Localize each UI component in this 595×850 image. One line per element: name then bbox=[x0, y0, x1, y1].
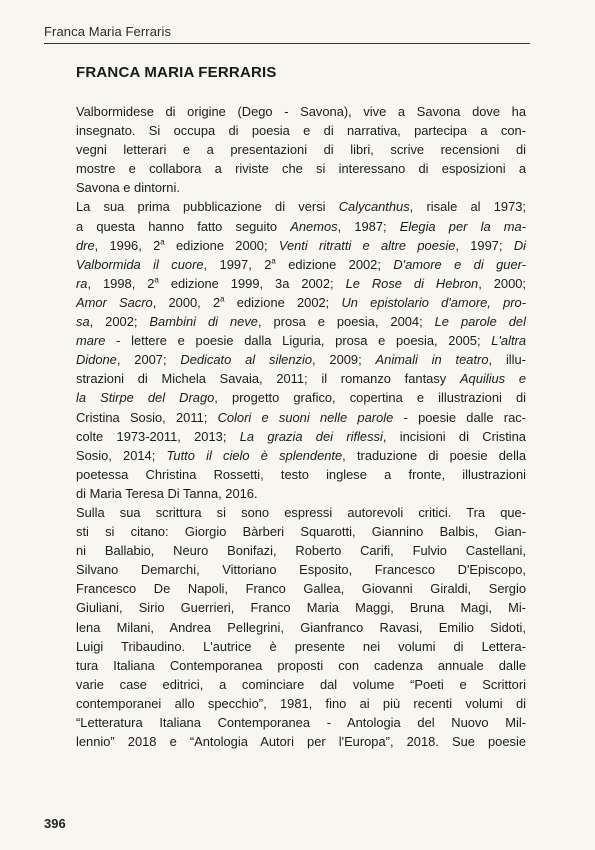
text-run: Savona e dintorni. bbox=[76, 180, 180, 196]
text-run: lennio” 2018 e “Antologia Autori per l'Europa”, 2018. Sue poesie bbox=[76, 734, 526, 750]
ordinal-superscript: a bbox=[154, 275, 159, 285]
running-head: Franca Maria Ferraris bbox=[44, 24, 172, 39]
text-run: “Letteratura Italiana Contemporanea - Antologia del Nuovo Mil- bbox=[76, 715, 526, 730]
text-line bbox=[76, 694, 526, 713]
text-line bbox=[76, 560, 526, 579]
italic-title: Elegia per la ma- bbox=[399, 218, 526, 234]
text-line bbox=[76, 446, 526, 465]
italic-title: sa bbox=[76, 314, 90, 330]
text-run: , 1997, 2 bbox=[203, 256, 272, 272]
text-line bbox=[76, 484, 526, 503]
text-run: , risale al 1973; bbox=[409, 199, 526, 215]
text-line bbox=[76, 465, 526, 484]
italic-title: Amor Sacro bbox=[76, 294, 153, 310]
text-run: varie case editrici, a cominciare dal volume “Poeti e Scrittori bbox=[76, 676, 526, 692]
text-line bbox=[76, 408, 526, 427]
text-run: sti si citano: Giorgio Bàrberi Squarotti, Giannino Balbis, Gian- bbox=[76, 524, 526, 540]
text-line bbox=[76, 236, 526, 255]
text-run: mostre e collabora a riviste che si interessano di esposizioni a bbox=[76, 161, 526, 177]
text-run: Silvano Demarchi, Vittoriano Esposito, Francesco D'Episcopo, bbox=[76, 562, 526, 578]
italic-title: Le parole del bbox=[434, 314, 526, 330]
italic-title: la Stirpe del Drago bbox=[76, 390, 215, 406]
ordinal-superscript: a bbox=[220, 294, 225, 304]
text-run: , 2007; bbox=[116, 352, 181, 368]
text-line bbox=[76, 675, 526, 694]
italic-title: Valbormida il cuore bbox=[76, 256, 204, 272]
ordinal-superscript: a bbox=[160, 237, 165, 247]
text-line bbox=[76, 121, 526, 140]
italic-title: Anemos bbox=[290, 218, 338, 234]
text-line bbox=[76, 618, 526, 637]
text-line bbox=[76, 369, 526, 388]
text-run: di Maria Teresa Di Tanna, 2016. bbox=[76, 485, 258, 501]
text-run: , incisioni di Cristina bbox=[382, 428, 526, 444]
italic-title: Colori e suoni nelle parole bbox=[217, 409, 394, 425]
italic-title: D'amore e di guer- bbox=[393, 256, 526, 272]
text-run: , progetto grafico, copertina e illustrazioni di bbox=[214, 390, 526, 406]
text-line bbox=[76, 427, 526, 446]
text-run: edizione 2002; bbox=[275, 256, 394, 272]
text-line bbox=[76, 732, 526, 751]
text-line bbox=[76, 579, 526, 598]
text-run: , prosa e poesia, 2004; bbox=[257, 314, 435, 330]
text-run: tura Italiana Contemporanea proposti con cadenza annuale dalle bbox=[76, 657, 526, 673]
text-run: insegnato. Si occupa di poesia e di narrativa, partecipa a con- bbox=[76, 123, 526, 139]
text-run: ni Ballabio, Neuro Bonifazi, Roberto Carifi, Fulvio Castellani, bbox=[76, 543, 526, 559]
italic-title: Aquilius e bbox=[459, 371, 526, 387]
text-run: , 2009; bbox=[312, 352, 376, 368]
text-line bbox=[76, 274, 526, 293]
italic-title: Le Rose di Hebron bbox=[345, 275, 479, 291]
text-run: edizione 2000; bbox=[164, 237, 279, 253]
italic-title: Un epistolario d'amore, pro- bbox=[341, 294, 526, 310]
text-run: , traduzione di poesie della bbox=[342, 447, 526, 463]
text-run: Sosio, 2014; bbox=[76, 447, 167, 463]
text-run: La sua prima pubblicazione di versi bbox=[76, 199, 339, 215]
text-line bbox=[76, 197, 526, 216]
italic-title: Tutto il cielo è splendente bbox=[166, 447, 343, 463]
text-line bbox=[76, 522, 526, 541]
italic-title: Di bbox=[513, 237, 526, 253]
ordinal-superscript: a bbox=[271, 256, 276, 266]
text-run: Luigi Tribaudino. L'autrice è presente nei volumi di Lettera- bbox=[76, 638, 526, 654]
text-line bbox=[76, 388, 526, 407]
text-run: - lettere e poesie dalla Liguria, prosa e poesia, 2005; bbox=[105, 333, 492, 349]
text-run: , 2002; bbox=[89, 314, 150, 330]
italic-title: dre bbox=[76, 237, 95, 253]
text-run: , 2000, 2 bbox=[152, 294, 221, 310]
text-line bbox=[76, 293, 526, 312]
page-number: 396 bbox=[44, 816, 66, 831]
text-run: edizione 1999, 3a 2002; bbox=[158, 275, 346, 291]
text-run: contemporanei allo specchio”, 1981, fino ai più recenti volumi di bbox=[76, 695, 526, 711]
italic-title: ra bbox=[76, 275, 88, 291]
text-line bbox=[76, 255, 526, 274]
text-run: , 1998, 2 bbox=[87, 275, 155, 291]
text-run: colte 1973-2011, 2013; bbox=[76, 428, 240, 444]
text-run: Giuliani, Sirio Guerrieri, Franco Maria Maggi, Bruna Magi, Mi- bbox=[76, 600, 526, 616]
text-run: Francesco De Napoli, Franco Gallea, Giovanni Giraldi, Sergio bbox=[76, 581, 526, 597]
italic-title: Bambini di neve bbox=[149, 314, 258, 330]
text-run: , 1987; bbox=[337, 218, 400, 234]
text-run: - poesie dalle rac- bbox=[393, 409, 526, 425]
text-run: , illu- bbox=[488, 352, 526, 368]
text-line bbox=[76, 312, 526, 331]
text-run: edizione 2002; bbox=[224, 294, 342, 310]
italic-title: Venti ritratti e altre poesie bbox=[278, 237, 456, 253]
italic-title: Dedicato al silenzio bbox=[180, 352, 312, 368]
text-line bbox=[76, 656, 526, 675]
text-run: Valbormidese di origine (Dego - Savona), vive a Savona dove ha bbox=[76, 104, 526, 119]
text-run: Cristina Sosio, 2011; bbox=[76, 409, 218, 425]
text-line bbox=[76, 598, 526, 617]
header-rule bbox=[44, 43, 530, 44]
body-text bbox=[76, 102, 526, 751]
text-run: vegni letterari e a presentazioni di libri, scrive recensioni di bbox=[76, 142, 526, 158]
text-line bbox=[76, 713, 526, 732]
text-run: a questa hanno fatto seguito bbox=[76, 218, 291, 234]
text-run: lena Milani, Andrea Pellegrini, Gianfranco Ravasi, Emilio Sidoti, bbox=[76, 619, 526, 635]
text-line bbox=[76, 178, 526, 197]
text-run: , 2000; bbox=[478, 275, 527, 291]
text-line bbox=[76, 541, 526, 560]
text-line bbox=[76, 102, 526, 121]
text-line bbox=[76, 350, 526, 369]
italic-title: mare bbox=[76, 333, 106, 349]
italic-title: L'altra bbox=[491, 333, 526, 349]
text-line bbox=[76, 159, 526, 178]
italic-title: Didone bbox=[76, 352, 117, 368]
text-run: strazioni di Michela Savaia, 2011; il romanzo fantasy bbox=[76, 371, 460, 387]
text-line bbox=[76, 331, 526, 350]
text-run: poetessa Christina Rossetti, testo inglese a fronte, illustrazioni bbox=[76, 466, 526, 482]
text-line bbox=[76, 637, 526, 656]
text-run: Sulla sua scrittura si sono espressi autorevoli critici. Tra que- bbox=[76, 504, 526, 520]
text-line bbox=[76, 217, 526, 236]
page-title: FRANCA MARIA FERRARIS bbox=[76, 64, 277, 81]
italic-title: Animali in teatro bbox=[375, 352, 489, 368]
italic-title: Calycanthus bbox=[338, 199, 410, 215]
text-line bbox=[76, 140, 526, 159]
italic-title: La grazia dei riflessi bbox=[239, 428, 383, 444]
text-run: , 1997; bbox=[455, 237, 514, 253]
text-run: , 1996, 2 bbox=[94, 237, 161, 253]
text-line bbox=[76, 503, 526, 522]
